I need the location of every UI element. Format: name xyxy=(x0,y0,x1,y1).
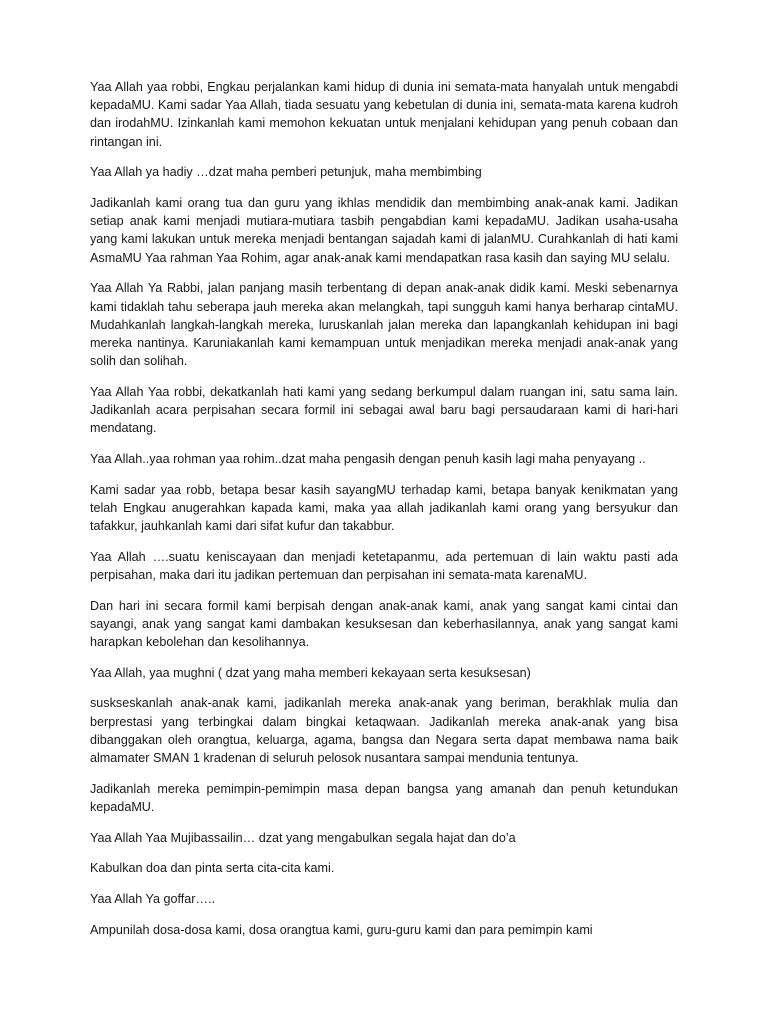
paragraph-12: Jadikanlah mereka pemimpin-pemimpin masa depan bangsa yang amanah dan penuh ketundukan kepadaMU. xyxy=(90,781,678,814)
paragraph-8: Yaa Allah ….suatu keniscayaan dan menjadi ketetapanmu, ada pertemuan di lain waktu pasti ada perpisahan, maka dari itu jadikan pertemuan dan perpisahan ini semata-mata karenaMU. xyxy=(90,549,678,582)
paragraph-15: Yaa Allah Ya goffar….. xyxy=(90,892,216,907)
paragraph-14: Kabulkan doa dan pinta serta cita-cita kami. xyxy=(90,861,335,876)
paragraph-4: Yaa Allah Ya Rabbi, jalan panjang masih terbentang di depan anak-anak didik kami. Meski sebenarnya kami tidaklah tahu seberapa jauh mereka akan melangkah, tapi sungguh kami hanya berharap cintaMU. Mudahkanlah langkah-langkah mereka, luruskanlah jalan mereka dan lapangkanlah kehidupan ini bagi mereka nantinya. Karuniakanlah kami kemampuan untuk menjadikan mereka menjadi anak-anak yang solih dan solihah. xyxy=(90,281,678,369)
paragraph-5: Yaa Allah Yaa robbi, dekatkanlah hati kami yang sedang berkumpul dalam ruangan ini, satu sama lain. Jadikanlah acara perpisahan secara formil ini sebagai awal baru bagi persaudaraan kami di hari-hari mendatang. xyxy=(90,384,678,436)
paragraph-6: Yaa Allah..yaa rohman yaa rohim..dzat maha pengasih dengan penuh kasih lagi maha penyayang .. xyxy=(90,451,646,466)
paragraph-7: Kami sadar yaa robb, betapa besar kasih sayangMU terhadap kami, betapa banyak kenikmatan yang telah Engkau anugerahkan kapada kami, maka yaa allah jadikanlah kami orang yang bersyukur dan tafakkur, jauhkanlah kami dari sifat kufur dan takabbur. xyxy=(90,482,678,534)
document-page xyxy=(90,78,678,952)
paragraph-3: Jadikanlah kami orang tua dan guru yang ikhlas mendidik dan membimbing anak-anak kami. Jadikan setiap anak kami menjadi mutiara-mutiara tasbih pengabdian kami kepadaMU. Jadikan usaha-usaha yang kami lakukan untuk mereka menjadi bentangan sajadah kami di jalanMU. Curahkanlah di hati kami AsmaMU Yaa rahman Yaa Rohim, agar anak-anak kami mendapatkan rasa kasih dan saying MU selalu. xyxy=(90,196,678,265)
paragraph-16: Ampunilah dosa-dosa kami, dosa orangtua kami, guru-guru kami dan para pemimpin kami xyxy=(90,922,593,937)
paragraph-9: Dan hari ini secara formil kami berpisah dengan anak-anak kami, anak yang sangat kami cintai dan sayangi, anak yang sangat kami dambakan kesuksesan dan keberhasilannya, anak yang sangat kami harapkan kebolehan dan kesolihannya. xyxy=(90,598,678,650)
paragraph-10: Yaa Allah, yaa mughni ( dzat yang maha memberi kekayaan serta kesuksesan) xyxy=(90,665,531,680)
paragraph-11: suskseskanlah anak-anak kami, jadikanlah mereka anak-anak yang beriman, berakhlak mulia dan berprestasi yang terbingkai dalam bingkai ketaqwaan. Jadikanlah mereka anak-anak yang bisa dibanggakan oleh orangtua, keluarga, agama, bangsa dan Negara serta dapat membawa nama baik almamater SMAN 1 kradenan di seluruh pelosok nusantara sampai mendunia tentunya. xyxy=(90,696,678,766)
paragraph-2: Yaa Allah ya hadiy …dzat maha pemberi petunjuk, maha membimbing xyxy=(90,165,482,180)
paragraph-13: Yaa Allah Yaa Mujibassailin… dzat yang mengabulkan segala hajat dan do’a xyxy=(90,830,516,845)
paragraph-1: Yaa Allah yaa robbi, Engkau perjalankan kami hidup di dunia ini semata-mata hanyalah untuk mengabdi kepadaMU. Kami sadar Yaa Allah, tiada sesuatu yang kebetulan di dunia ini, semata-mata karena kudroh dan irodahMU. Izinkanlah kami memohon kekuatan untuk menjalani kehidupan yang penuh cobaan dan rintangan ini. xyxy=(90,80,678,149)
